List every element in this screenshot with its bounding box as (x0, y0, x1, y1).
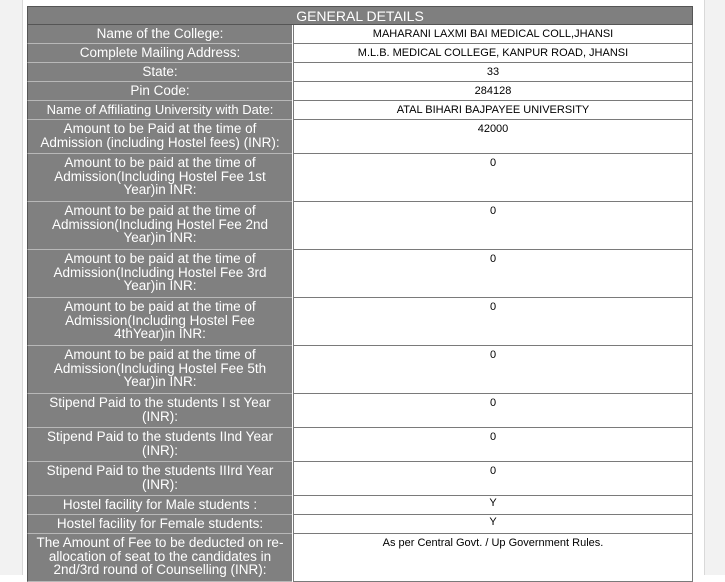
general-details-table (27, 6, 693, 582)
table-row (27, 63, 693, 82)
row-label: Hostel facility for Female students: (27, 515, 292, 534)
section-title: GENERAL DETAILS (27, 6, 693, 25)
row-label: The Amount of Fee to be deducted on re-allocation of seat to the candidates in 2nd/3rd round of Counselling (INR): (27, 534, 292, 582)
row-label: Amount to be paid at the time of Admission(Including Hostel Fee 5th Year)in INR: (27, 346, 292, 394)
table-row (27, 462, 693, 496)
row-value: Y (293, 515, 693, 534)
row-value: M.L.B. MEDICAL COLLEGE, KANPUR ROAD, JHANSI (293, 44, 693, 63)
table-row (27, 101, 693, 120)
row-value: 0 (293, 394, 693, 428)
table-row (27, 496, 693, 515)
table-row (27, 202, 693, 250)
row-label: State: (27, 63, 292, 82)
viewer-margin-right (704, 0, 725, 575)
table-row (27, 346, 693, 394)
row-label: Complete Mailing Address: (27, 44, 292, 63)
row-value: 0 (293, 346, 693, 394)
row-value: 0 (293, 462, 693, 496)
row-label: Hostel facility for Male students : (27, 496, 292, 515)
row-value: 0 (293, 250, 693, 298)
table-row (27, 394, 693, 428)
row-value: 42000 (293, 120, 693, 154)
table-row (27, 515, 693, 534)
row-value: 0 (293, 428, 693, 462)
row-label: Name of the College: (27, 25, 292, 44)
row-value: Y (293, 496, 693, 515)
table-row (27, 428, 693, 462)
table-row (27, 120, 693, 154)
table-row (27, 298, 693, 346)
row-label: Amount to be paid at the time of Admission(Including Hostel Fee 4thYear)in INR: (27, 298, 292, 346)
row-label: Stipend Paid to the students IInd Year (INR): (27, 428, 292, 462)
row-value: ATAL BIHARI BAJPAYEE UNIVERSITY (293, 101, 693, 120)
row-value: 0 (293, 202, 693, 250)
row-value: As per Central Govt. / Up Government Rules. (293, 534, 693, 582)
table-row (27, 250, 693, 298)
row-label: Name of Affiliating University with Date: (27, 101, 292, 120)
row-label: Amount to be Paid at the time of Admission (including Hostel fees) (INR): (27, 120, 292, 154)
row-value: 284128 (293, 82, 693, 101)
table-row (27, 154, 693, 202)
row-label: Stipend Paid to the students I st Year (INR): (27, 394, 292, 428)
row-value: 0 (293, 298, 693, 346)
row-value: MAHARANI LAXMI BAI MEDICAL COLL,JHANSI (293, 25, 693, 44)
row-label: Amount to be paid at the time of Admission(Including Hostel Fee 2nd Year)in INR: (27, 202, 292, 250)
row-label: Amount to be paid at the time of Admission(Including Hostel Fee 3rd Year)in INR: (27, 250, 292, 298)
row-label: Amount to be paid at the time of Admission(Including Hostel Fee 1st Year)in INR: (27, 154, 292, 202)
table-row (27, 44, 693, 63)
table-row (27, 82, 693, 101)
row-value: 0 (293, 154, 693, 202)
row-value: 33 (293, 63, 693, 82)
row-label: Pin Code: (27, 82, 292, 101)
table-row (27, 25, 693, 44)
viewer-margin-left (0, 0, 23, 575)
row-label: Stipend Paid to the students IIIrd Year (INR): (27, 462, 292, 496)
